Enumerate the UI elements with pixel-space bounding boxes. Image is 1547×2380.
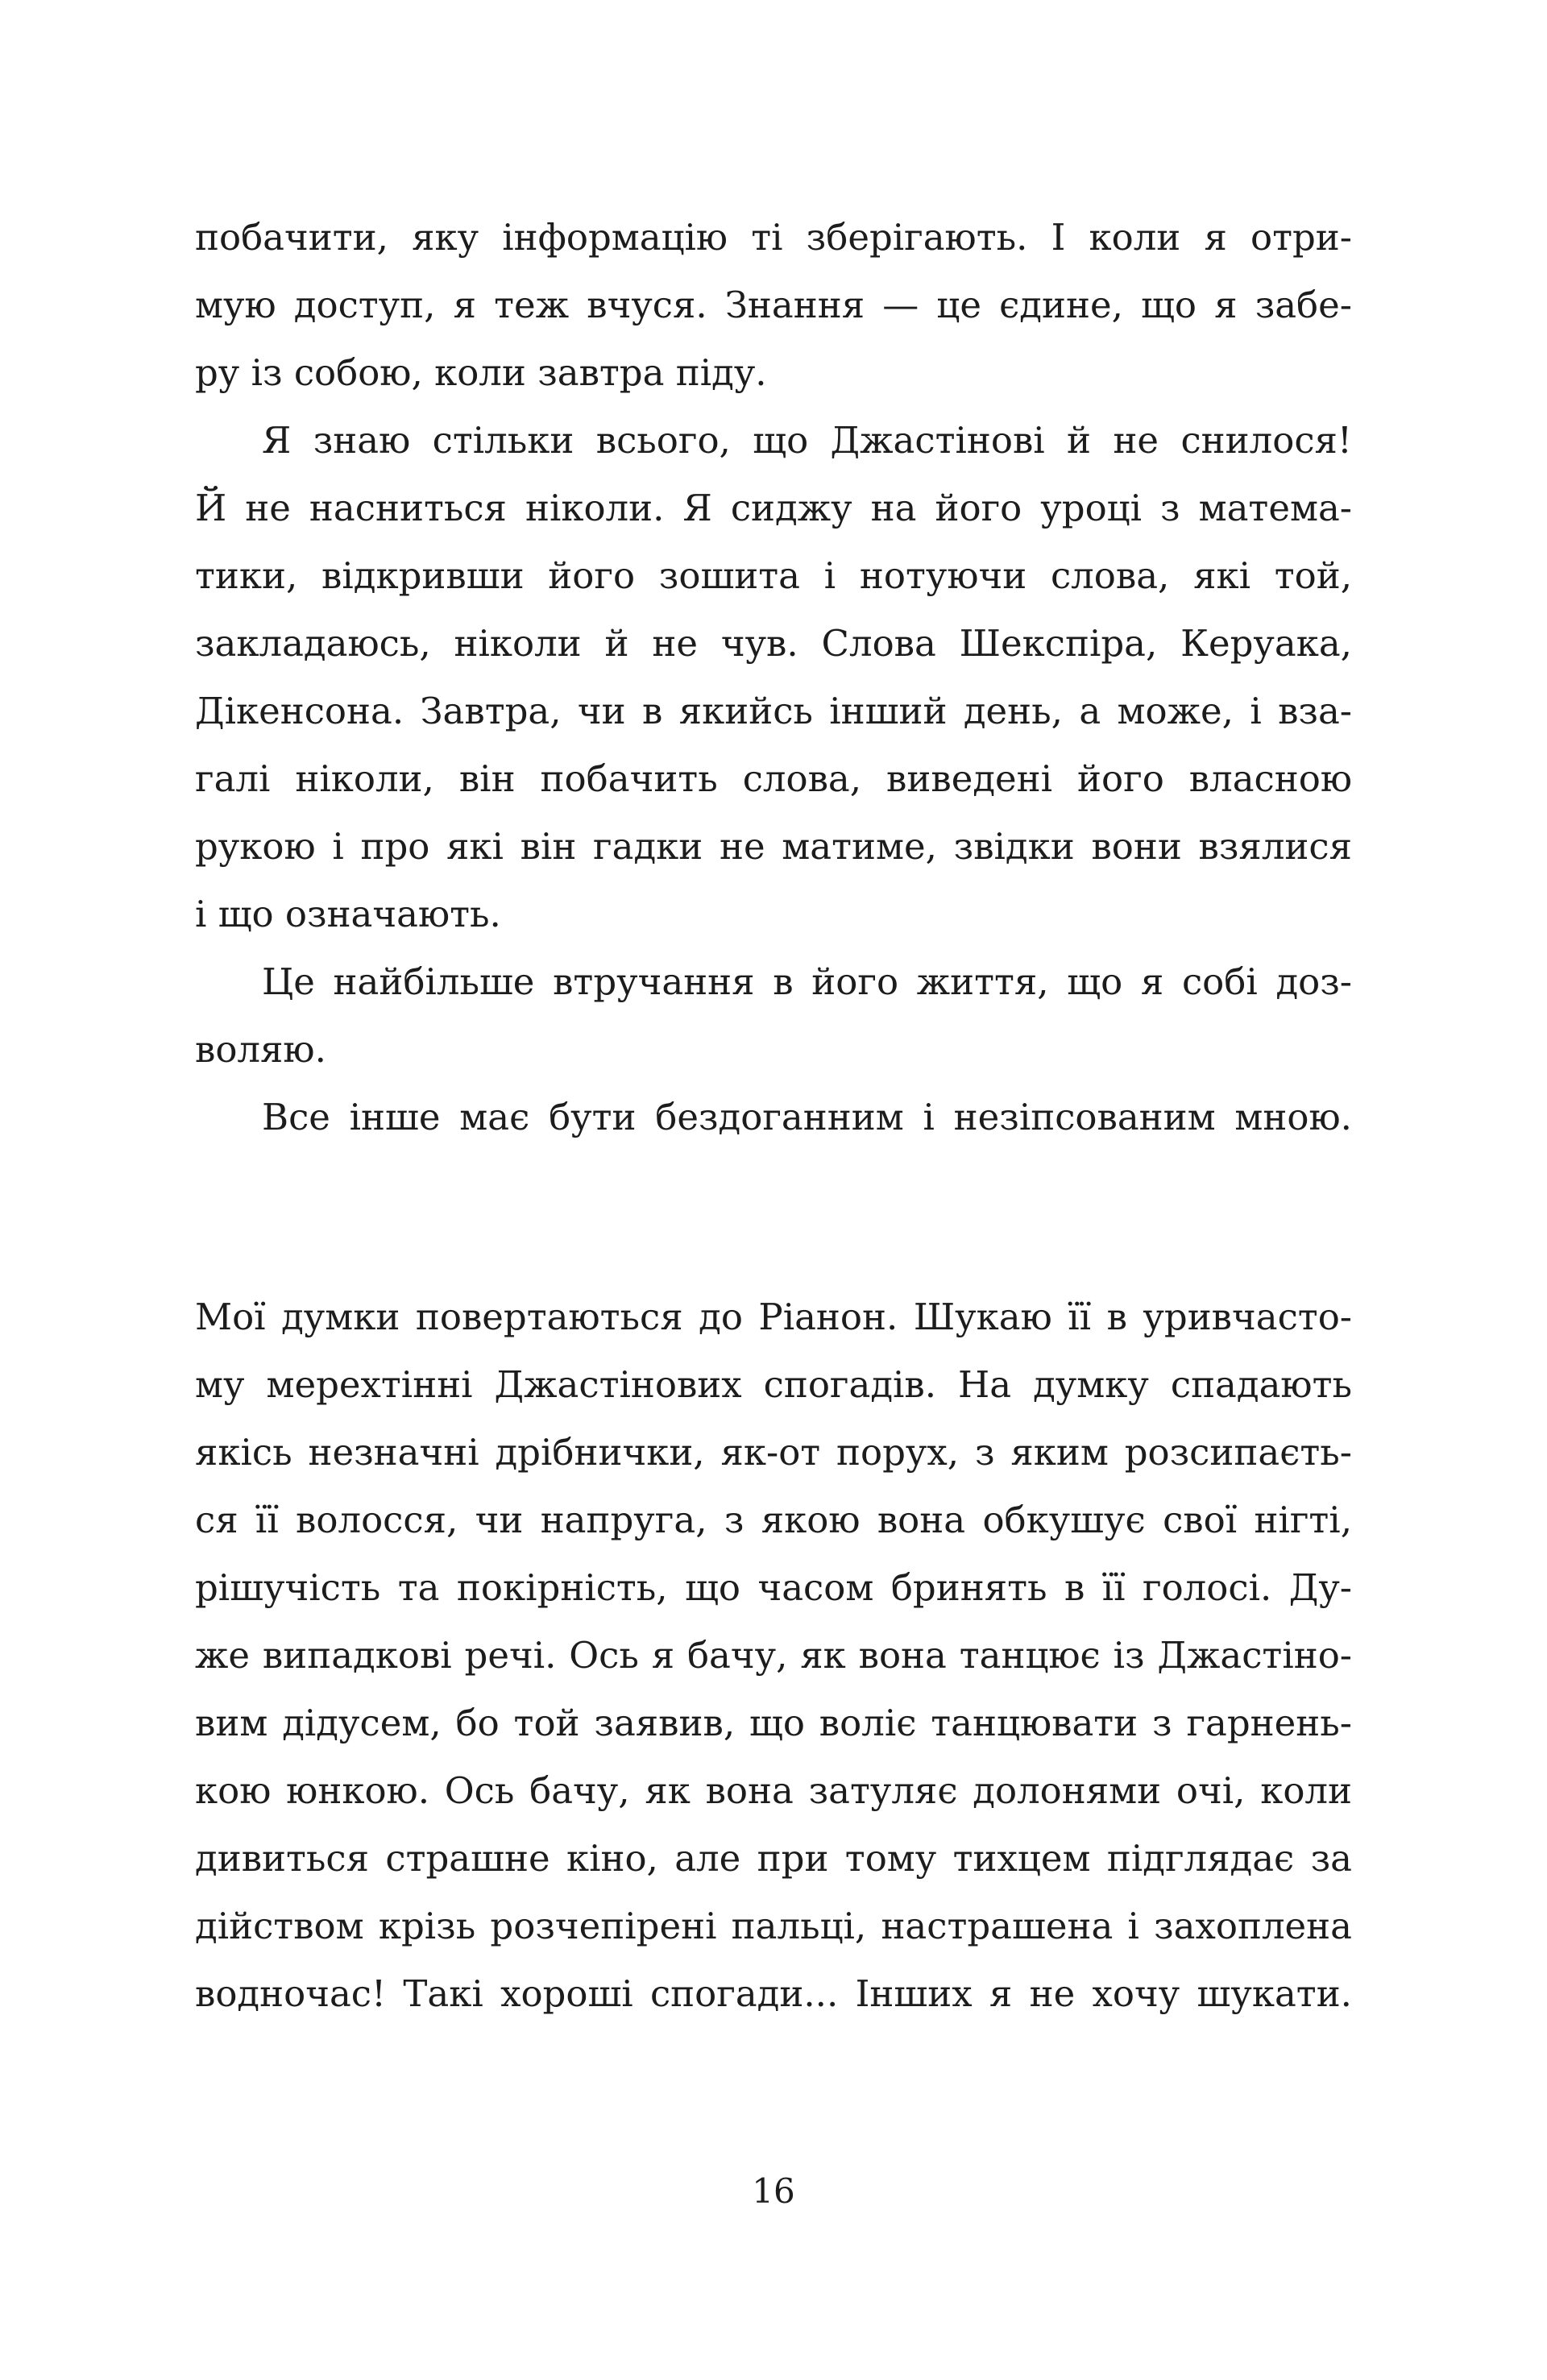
text-line: дивиться страшне кіно, але при тому тихцем підглядає за [195,1837,1352,1880]
text-line: Й не насниться ніколи. Я сиджу на його уроці з матема- [195,487,1352,529]
text-line: же випадкові речі. Ось я бачу, як вона танцює із Джастіно- [195,1634,1352,1677]
text-line: тики, відкривши його зошита і нотуючи слова, які той, [195,554,1352,597]
text-line: Я знаю стільки всього, що Джастінові й не снилося! [262,419,1352,462]
text-line: вим дідусем, бо той заявив, що воліє танцювати з гарнень- [195,1702,1352,1744]
text-line: рукою і про які він гадки не матиме, звідки вони взялися [195,825,1352,868]
text-line: Мої думки повертаються до Ріанон. Шукаю її в уривчасто- [195,1296,1352,1338]
text-line: воляю. [195,1028,326,1071]
text-line: ся її волосся, чи напруга, з якою вона обкушує свої нігті, [195,1499,1352,1541]
text-line: побачити, яку інформацію ті зберігають. І коли я отри- [195,216,1352,259]
text-line: водночас! Такі хороші спогади... Інших я не хочу шукати. [195,1972,1352,2015]
page-number: 16 [752,2171,795,2211]
text-line: Це найбільше втручання в його життя, що я собі доз- [262,960,1352,1003]
text-line: дійством крізь розчепірені пальці, настрашена і захоплена [195,1905,1352,1947]
text-line: Дікенсона. Завтра, чи в якийсь інший день, а може, і вза- [195,690,1352,732]
text-line: закладаюсь, ніколи й не чув. Слова Шекспіра, Керуака, [195,622,1352,665]
text-line: мую доступ, я теж вчуся. Знання — це єдине, що я забе- [195,284,1352,326]
text-line: ру із собою, коли завтра піду. [195,351,767,394]
text-line: му мерехтінні Джастінових спогадів. На думку спадають [195,1363,1352,1406]
text-line: галі ніколи, він побачить слова, виведені його власною [195,757,1352,800]
text-line: кою юнкою. Ось бачу, як вона затуляє долонями очі, коли [195,1769,1352,1812]
text-line: рішучість та покірність, що часом бринять в її голосі. Ду- [195,1566,1352,1609]
text-line: Все інше має бути бездоганним і незіпсованим мною. [262,1096,1352,1138]
text-line: якісь незначні дрібнички, як-от порух, з яким розсипаєть- [195,1431,1352,1474]
text-line: і що означають. [195,893,501,935]
